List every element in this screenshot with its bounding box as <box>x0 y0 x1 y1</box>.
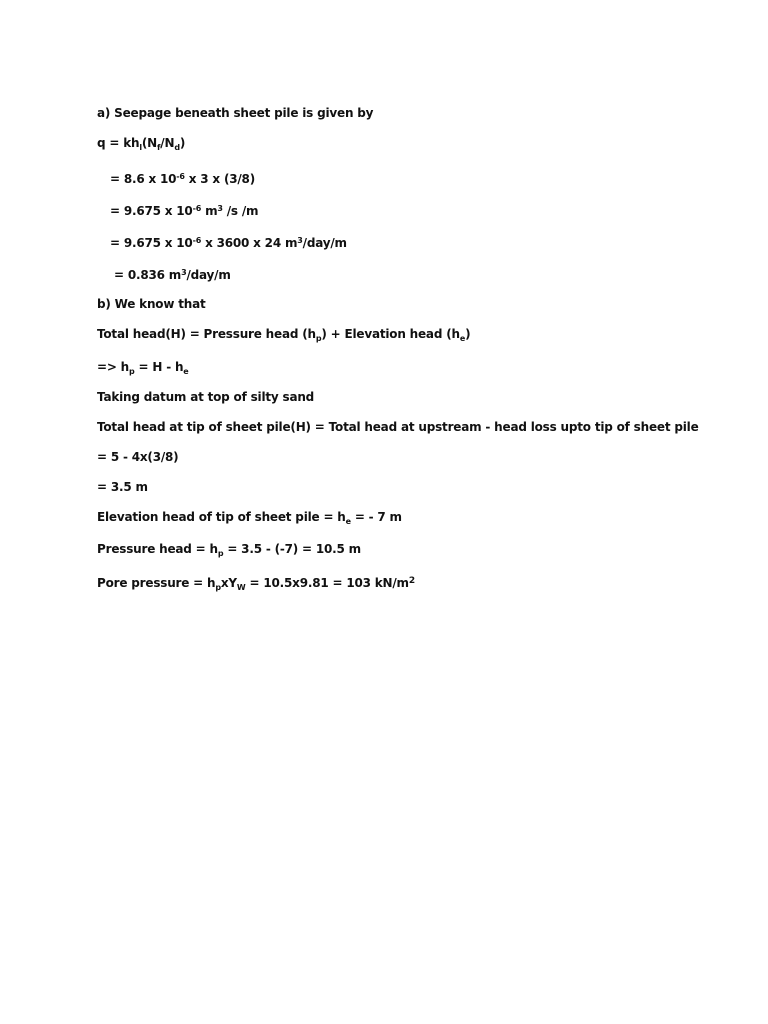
part-b-heading: b) We know that <box>97 297 206 311</box>
pressure-head-result: Pressure head = $h_p = 3.5 - (-7) = 10.5$ m <box>97 542 361 558</box>
elevation-head-statement: Elevation head of tip of sheet pile = $h_e$ = - 7 m <box>97 510 402 526</box>
pressure-head-equation: => $h_p = H - h_e$ <box>97 360 189 376</box>
pore-pressure-result: Pore pressure = $h_pxY_W = 10.5x9.81 = 103$ $kN/m^2$ <box>97 575 415 592</box>
calc-step-4: = 0.836 $m^3/day/m$ <box>114 268 231 282</box>
calc-step-3: = 9.675 x $10^{-6}$ x 3600 x 24 $m^3/day/m$ <box>110 236 347 250</box>
seepage-formula: $q = kh_l(N_f/N_d)$ <box>97 136 186 152</box>
total-head-calc: = 5 - 4x(3/8) <box>97 450 179 464</box>
part-a-heading: a) Seepage beneath sheet pile is given by <box>97 106 374 120</box>
total-head-equation: Total head(H) = Pressure head $(h_p)$ + Elevation head $(h_e)$ <box>97 327 471 343</box>
calc-step-1: = 8.6 x $10^{-6}$ x 3 x (3/8) <box>110 172 255 186</box>
calc-step-2: = 9.675 x $10^{-6}$ $m^3$ /s /m <box>110 204 259 218</box>
datum-statement: Taking datum at top of silty sand <box>97 390 315 404</box>
total-head-result: = 3.5 m <box>97 480 148 494</box>
total-head-tip-statement: Total head at tip of sheet pile(H) = Total head at upstream - head loss upto tip of sheet pile <box>97 420 699 434</box>
